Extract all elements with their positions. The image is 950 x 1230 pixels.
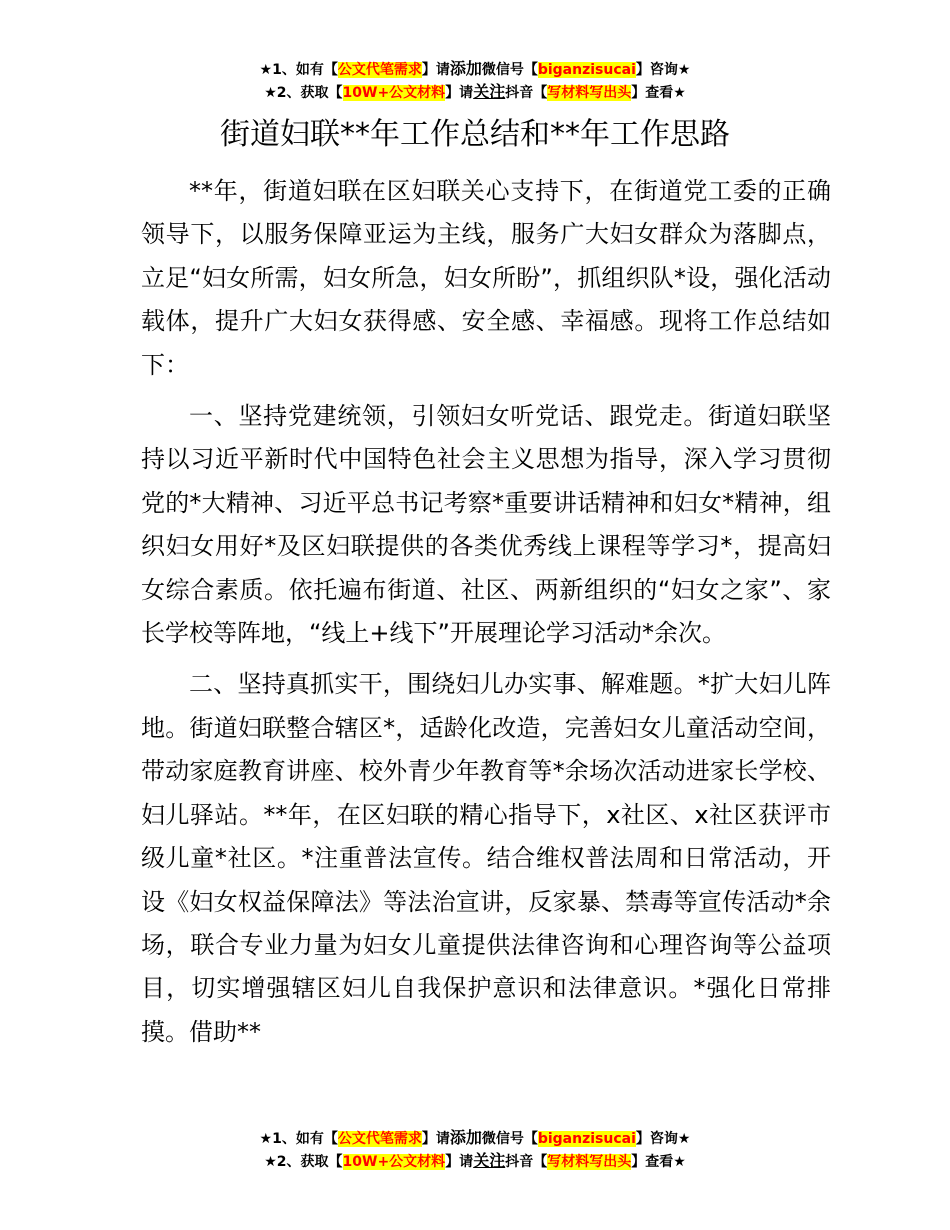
document-body <box>141 170 831 1062</box>
banner-text: 】咨询★ <box>635 62 691 78</box>
banner-text: 微信号【 <box>481 62 538 78</box>
header-banner <box>0 58 950 104</box>
banner-emphasis: 关注 <box>473 1151 506 1170</box>
banner-text: 】请 <box>421 62 450 78</box>
paragraph-section-2: 二、坚持真抓实干，围绕妇儿办实事、解难题。*扩大妇儿阵地。街道妇联整合辖区*，适龄化改造，完善妇女儿童活动空间，带动家庭教育讲座、校外青少年教育等*余场次活动进家长学校、妇儿驿站。**年，在区妇联的精心指导下，x社区、x社区获评市级儿童*社区。*注重普法宣传。结合维权普法周和日常活动，开设《妇女权益保障法》等法治宣讲，反家暴、禁毒等宣传活动*余场，联合专业力量为妇女儿童提供法律咨询和心理咨询等公益项目，切实增强辖区妇儿自我保护意识和法律意识。*强化日常排摸。借助** <box>141 670 831 1046</box>
banner-text: 微信号【 <box>481 1131 538 1147</box>
banner-text: 抖音【 <box>505 85 548 101</box>
paragraph-section-1: 一、坚持党建统领，引领妇女听党话、跟党走。街道妇联坚持以习近平新时代中国特色社会主义思想为指导，深入学习贯彻党的*大精神、习近平总书记考察*重要讲话精神和妇女*精神，组织妇女用好*及区妇联提供的各类优秀线上课程等学习*，提高妇女综合素质。依托遍布街道、社区、两新组织的“妇女之家”、家长学校等阵地，“线上+线下”开展理论学习活动*余次。 <box>141 402 831 648</box>
highlight-service: 公文代笔需求 <box>337 62 422 78</box>
highlight-douyin: 写材料写出头 <box>547 1154 632 1170</box>
paragraph-intro: **年，街道妇联在区妇联关心支持下，在街道党工委的正确领导下，以服务保障亚运为主线，服务广大妇女群众为落脚点，立足“妇女所需，妇女所急，妇女所盼”，抓组织队*设，强化活动载体，提升广大妇女获得感、安全感、幸福感。现将工作总结如下： <box>141 177 831 379</box>
banner-text: 】请 <box>445 85 474 101</box>
document-title: 街道妇联**年工作总结和**年工作思路 <box>220 117 730 152</box>
banner-text: 】请 <box>445 1154 474 1170</box>
banner-line-2 <box>0 1150 950 1173</box>
banner-emphasis: 添加 <box>449 1128 482 1147</box>
banner-text: 】请 <box>421 1131 450 1147</box>
banner-text: ★1、如有【 <box>259 1131 338 1147</box>
banner-text: ★2、获取【 <box>264 1154 343 1170</box>
banner-line-1 <box>0 1127 950 1150</box>
banner-text: ★1、如有【 <box>259 62 338 78</box>
banner-line-1 <box>0 58 950 81</box>
banner-text: 】咨询★ <box>635 1131 691 1147</box>
banner-text: 】查看★ <box>631 85 686 101</box>
banner-text: ★2、获取【 <box>264 85 343 101</box>
banner-text: 】查看★ <box>631 1154 686 1170</box>
highlight-wechat-id: biganzisucai <box>537 62 636 78</box>
banner-emphasis: 关注 <box>473 82 506 101</box>
banner-line-2 <box>0 81 950 104</box>
banner-emphasis: 添加 <box>449 59 482 78</box>
footer-banner <box>0 1127 950 1173</box>
highlight-douyin: 写材料写出头 <box>547 85 632 101</box>
highlight-wechat-id: biganzisucai <box>537 1131 636 1147</box>
highlight-service: 公文代笔需求 <box>337 1131 422 1147</box>
highlight-materials: 10W+公文材料 <box>342 1154 446 1170</box>
banner-text: 抖音【 <box>505 1154 548 1170</box>
highlight-materials: 10W+公文材料 <box>342 85 446 101</box>
